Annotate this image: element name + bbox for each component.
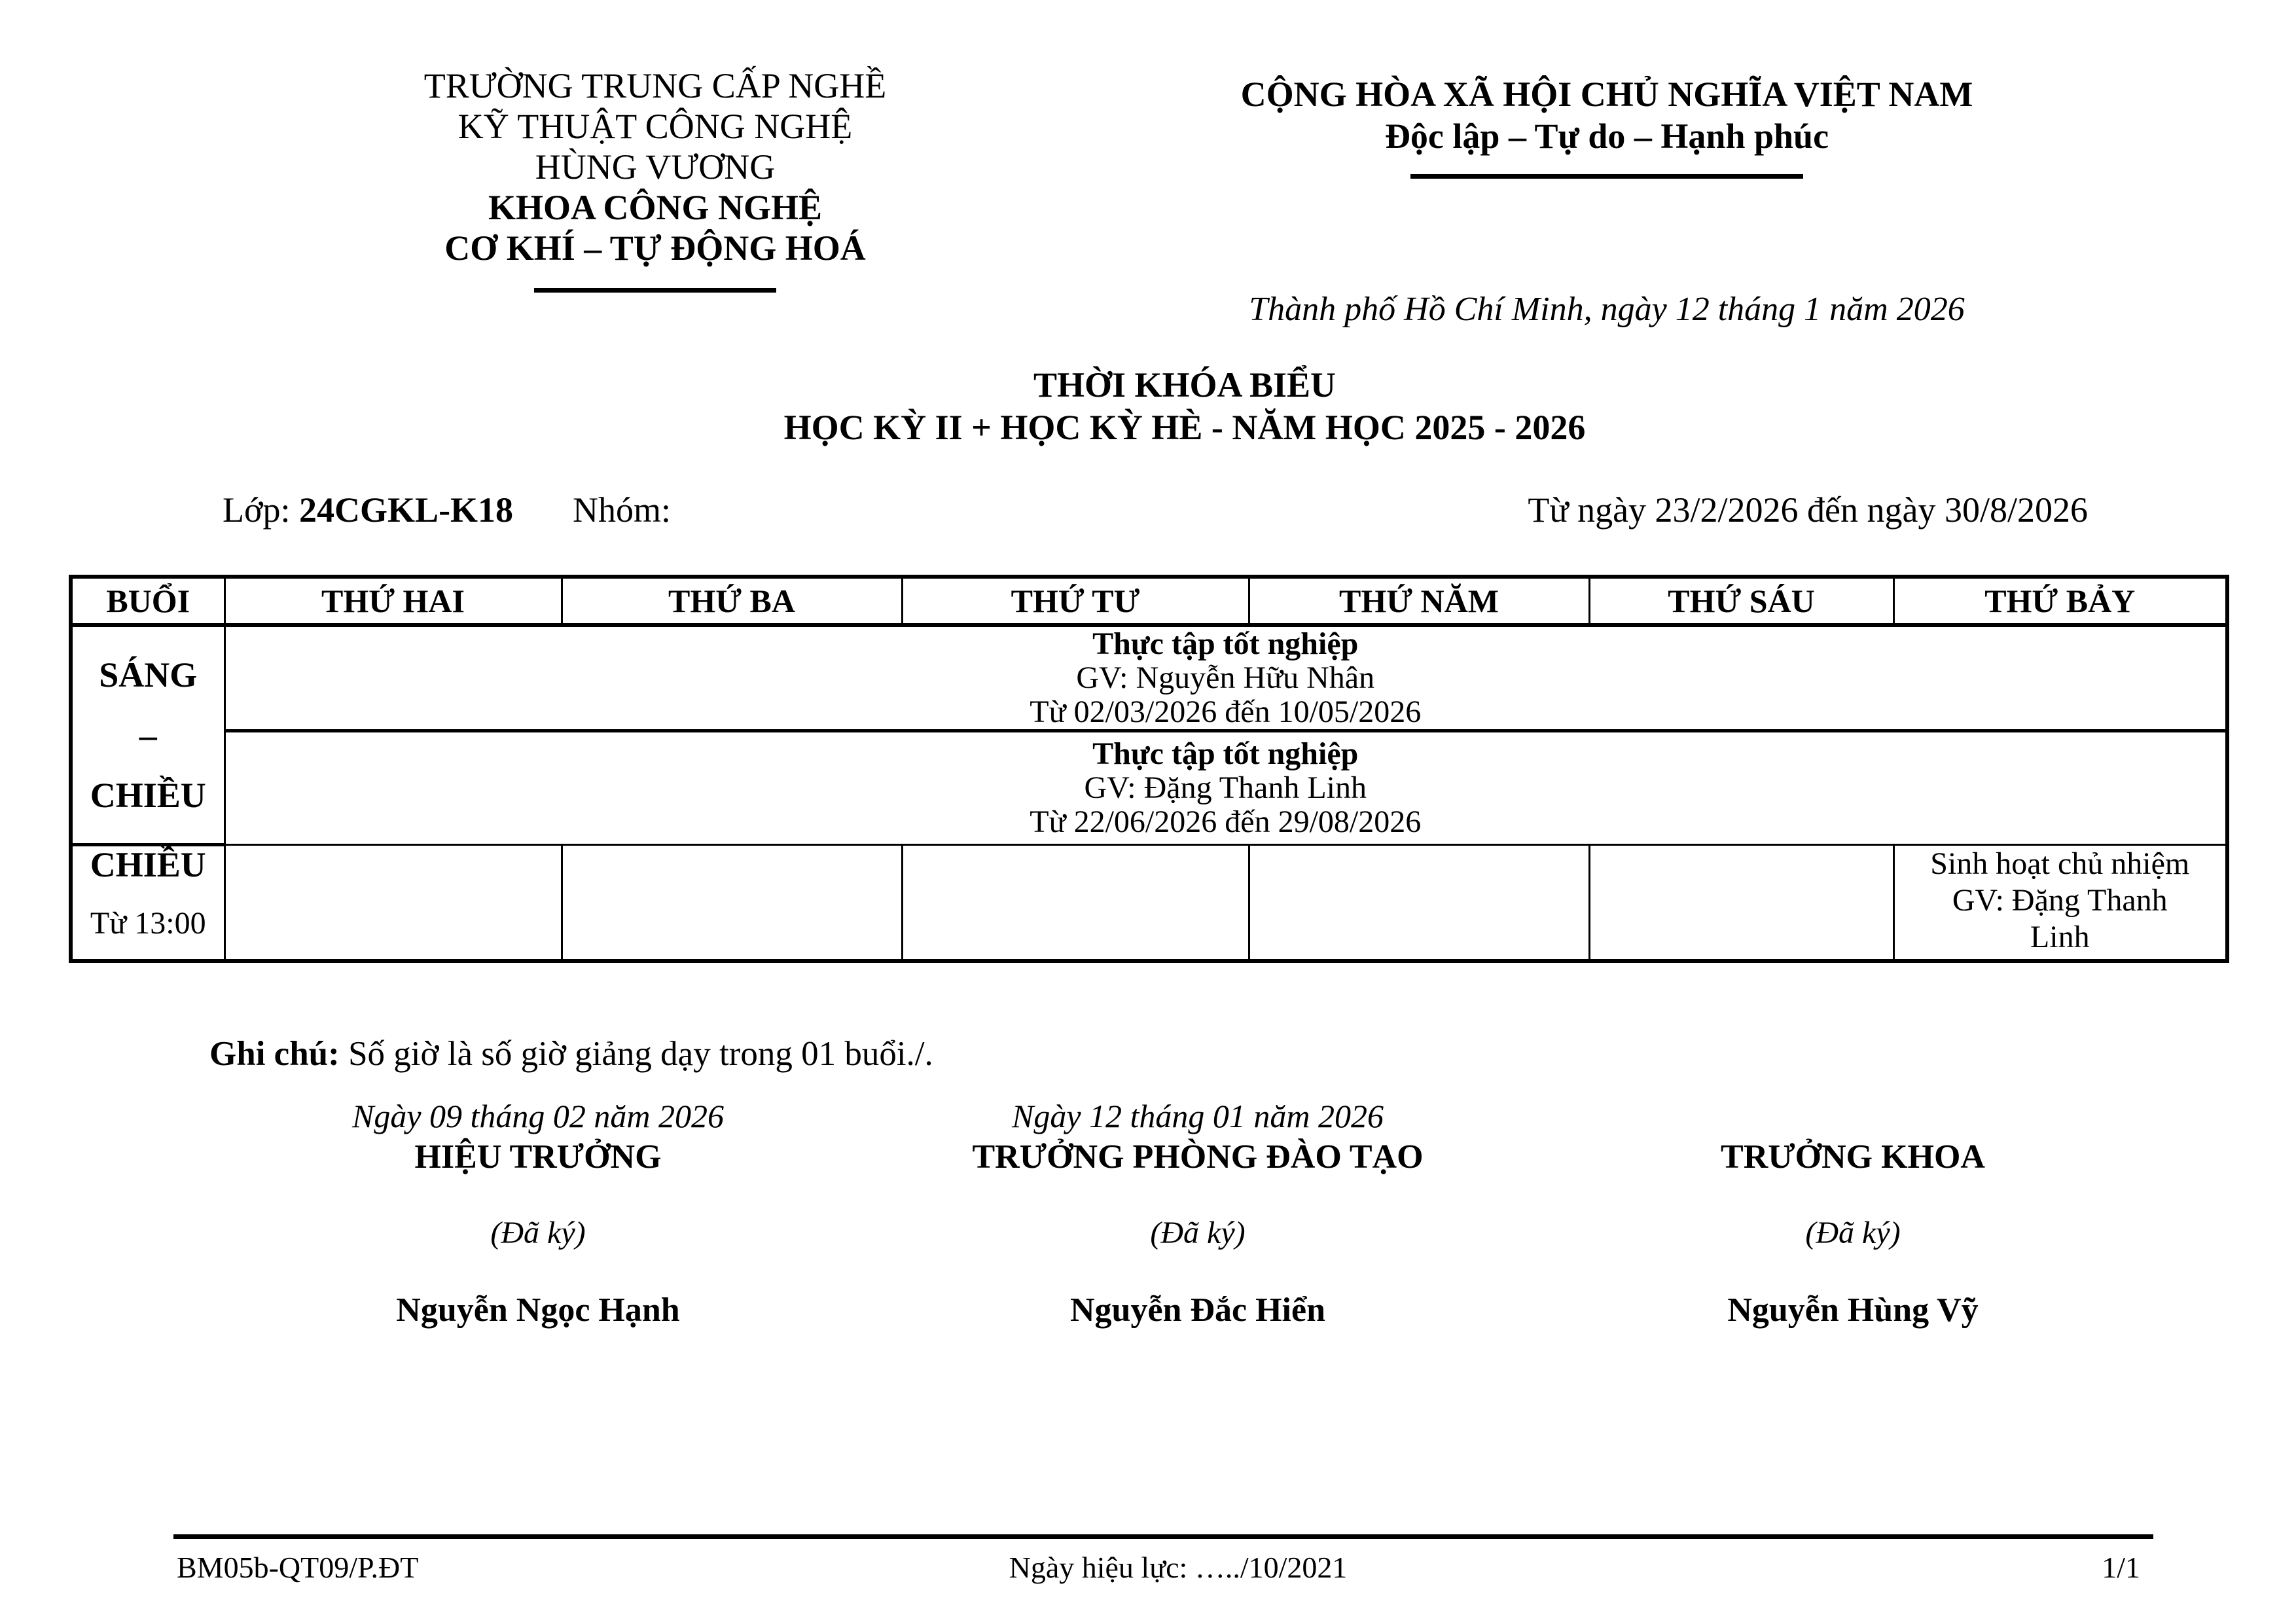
- session-top: SÁNG: [99, 655, 198, 695]
- header-thu-tu: THỨ TƯ: [902, 577, 1249, 625]
- header-thu-nam: THỨ NĂM: [1249, 577, 1589, 625]
- letterhead-school: [289, 65, 1022, 293]
- internship-row-2: [71, 731, 2227, 845]
- afternoon-label: CHIỀU: [90, 845, 206, 884]
- session-bottom: CHIỀU: [90, 776, 206, 815]
- school-name-line1: TRƯỜNG TRUNG CẤP NGHỀ: [423, 66, 887, 105]
- signed-note: (Đã ký): [490, 1216, 586, 1250]
- internship-2-title: Thực tập tốt nghiệp: [1092, 736, 1359, 771]
- faculty-name-line2: CƠ KHÍ – TỰ ĐỘNG HOÁ: [444, 228, 866, 268]
- faculty-name-line1: KHOA CÔNG NGHỆ: [488, 188, 823, 227]
- note-label: Ghi chú:: [209, 1035, 340, 1073]
- footer-form-code: BM05b-QT09/P.ĐT: [177, 1551, 419, 1584]
- semester-date-range: Từ ngày 23/2/2026 đến ngày 30/8/2026: [1528, 490, 2088, 530]
- timetable: [69, 575, 2229, 963]
- internship-2-cell: [224, 731, 2227, 845]
- signer-name: Nguyễn Đắc Hiển: [1070, 1291, 1325, 1329]
- signer-name: Nguyễn Hùng Vỹ: [1727, 1291, 1979, 1329]
- internship-1-teacher: GV: Nguyễn Hữu Nhân: [1076, 660, 1375, 695]
- empty-cell-wednesday: [902, 845, 1249, 962]
- document-title: [73, 364, 2296, 449]
- class-field: [223, 490, 513, 530]
- signature-faculty-head: [1526, 1097, 2180, 1379]
- signature-date: Ngày 09 tháng 02 năm 2026: [351, 1098, 725, 1134]
- title-line2: HỌC KỲ II + HỌC KỲ HÈ - NĂM HỌC 2025 - 2026: [783, 408, 1586, 447]
- empty-cell-thursday: [1249, 845, 1589, 962]
- afternoon-session-cell: [71, 845, 224, 962]
- empty-cell-monday: [224, 845, 562, 962]
- signer-name: Nguyễn Ngọc Hạnh: [396, 1291, 680, 1329]
- session-dash: –: [139, 715, 157, 755]
- timetable-table: [69, 575, 2229, 963]
- footer: [0, 1550, 2296, 1589]
- group-label: Nhóm:: [573, 490, 672, 530]
- note-row: [209, 1034, 1911, 1074]
- signature-training-office: [870, 1097, 1525, 1379]
- title-line1: THỜI KHÓA BIỂU: [1033, 365, 1336, 405]
- signature-principal: [211, 1097, 865, 1379]
- signed-note: (Đã ký): [1150, 1216, 1246, 1250]
- internship-1-title: Thực tập tốt nghiệp: [1092, 626, 1359, 661]
- afternoon-row: [71, 845, 2227, 962]
- session-morning-afternoon-cell: [71, 625, 224, 845]
- class-info-row: [0, 490, 2296, 535]
- header-buoi: BUỔI: [71, 577, 224, 625]
- empty-cell-friday: [1589, 845, 1893, 962]
- header-thu-hai: THỨ HAI: [224, 577, 562, 625]
- afternoon-start-time: Từ 13:00: [90, 906, 206, 941]
- country-motto-line1: CỘNG HÒA XÃ HỘI CHỦ NGHĨA VIỆT NAM: [1240, 75, 1973, 114]
- footer-effective-date: Ngày hiệu lực: …../10/2021: [1009, 1551, 1348, 1584]
- signed-note: (Đã ký): [1805, 1216, 1901, 1250]
- internship-1-period: Từ 02/03/2026 đến 10/05/2026: [1030, 695, 1422, 729]
- internship-2-teacher: GV: Đặng Thanh Linh: [1084, 770, 1367, 805]
- place-and-date: Thành phố Hồ Chí Minh, ngày 12 tháng 1 năm 2026: [1249, 291, 1965, 328]
- header-thu-sau: THỨ SÁU: [1589, 577, 1893, 625]
- note-text: Số giờ là số giờ giảng dạy trong 01 buổi./.: [339, 1035, 933, 1073]
- class-value: 24CGKL-K18: [299, 490, 514, 530]
- empty-cell-tuesday: [562, 845, 902, 962]
- letterhead-underline: [534, 288, 776, 293]
- country-motto-line2: Độc lập – Tự do – Hạnh phúc: [1384, 117, 1829, 156]
- school-name-line2: KỸ THUẬT CÔNG NGHỆ: [457, 107, 853, 146]
- saturday-activity: Sinh hoạt chủ nhiệm: [1930, 846, 2190, 881]
- saturday-teacher: GV: Đặng Thanh Linh: [1952, 883, 2168, 954]
- signature-role: TRƯỞNG KHOA: [1721, 1138, 1985, 1176]
- signature-date: Ngày 12 tháng 01 năm 2026: [1011, 1098, 1384, 1134]
- internship-row-1: [71, 625, 2227, 731]
- signature-role: TRƯỞNG PHÒNG ĐÀO TẠO: [972, 1138, 1424, 1176]
- timetable-header-row: [71, 577, 2227, 625]
- internship-1-cell: [224, 625, 2227, 731]
- header-thu-ba: THỨ BA: [562, 577, 902, 625]
- motto-underline: [1410, 174, 1803, 179]
- school-name-line3: HÙNG VƯƠNG: [535, 147, 776, 187]
- signature-role: HIỆU TRƯỞNG: [414, 1138, 662, 1176]
- footer-page-number: 1/1: [2102, 1551, 2140, 1584]
- internship-2-period: Từ 22/06/2026 đến 29/08/2026: [1030, 804, 1422, 839]
- saturday-activity-cell: [1893, 845, 2227, 962]
- letterhead-national: [1214, 73, 2000, 331]
- footer-divider: [173, 1534, 2153, 1539]
- header-thu-bay: THỨ BẢY: [1893, 577, 2227, 625]
- class-label: Lớp:: [223, 490, 291, 530]
